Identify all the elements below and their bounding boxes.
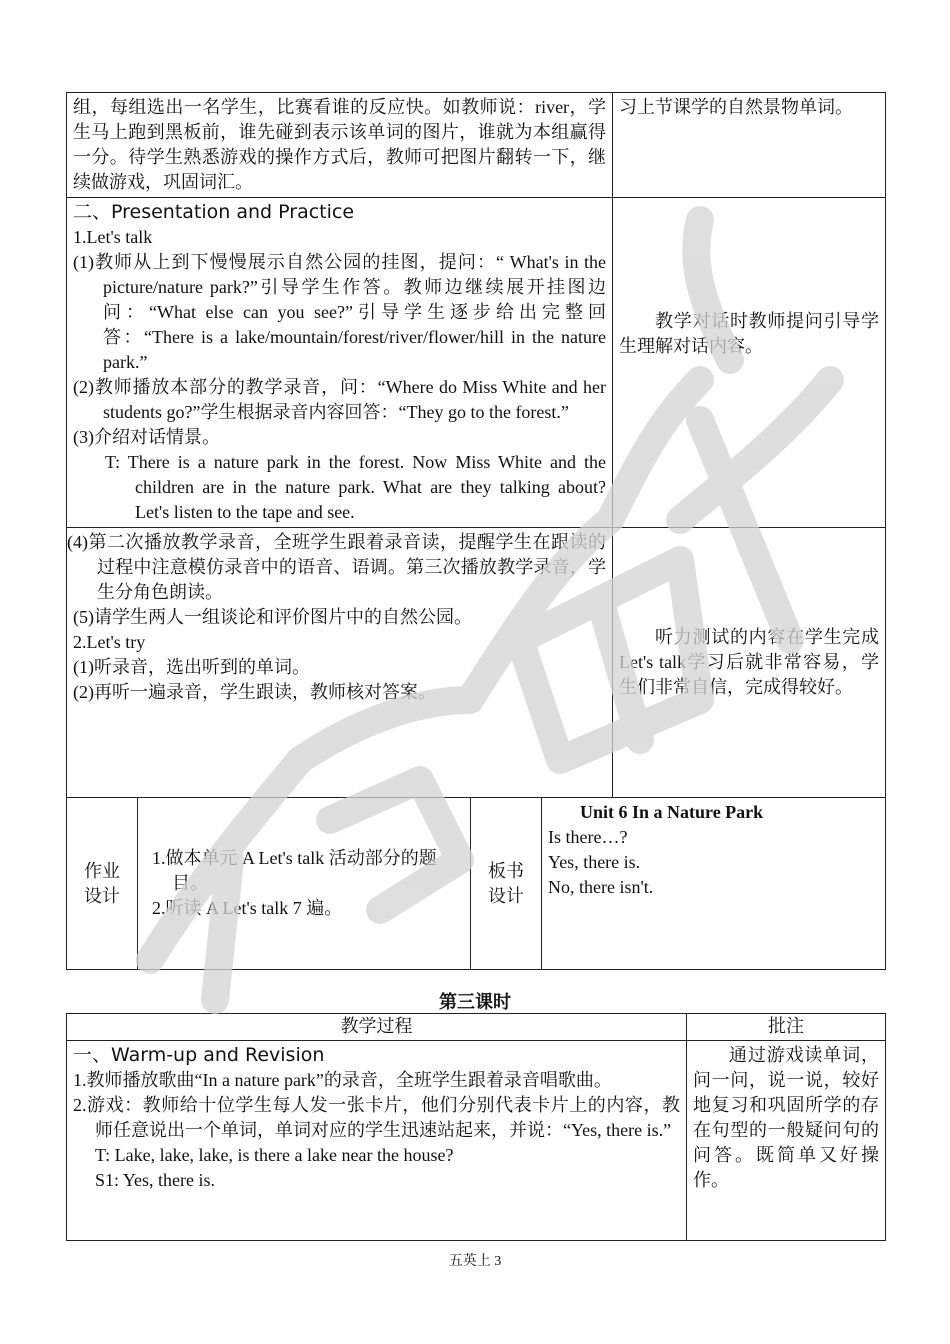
board-line: No, there isn't.	[548, 877, 654, 897]
process-line: 2.Let's try	[73, 632, 146, 652]
note-text: 习上节课学的自然景物单词。	[619, 97, 854, 117]
note-cell	[613, 528, 886, 798]
process-line: (3)介绍对话情景。	[73, 427, 220, 447]
homework-label: 设计	[84, 885, 120, 907]
process-text: 组，每组选出一名学生，比赛看谁的反应快。如教师说：river，学生马上跑到黑板前，谁先碰到表示该单词的图片，谁就为本组赢得一分。待学生熟悉游戏的操作方式后，教师可把图片翻转一下，继续做游戏，巩固词汇。	[73, 97, 607, 192]
process-line: T: There is a nature park in the forest. Now Miss White and the children are in the nature park. What are they talking about? Let's listen to the tape and see.	[105, 452, 607, 522]
process-line: 1.Let's talk	[73, 227, 153, 247]
process-line: 2.游戏：教师给十位学生每人发一张卡片，他们分别代表卡片上的内容，教师任意说出一个单词，单词对应的学生迅速站起来，并说：“Yes, there is.”	[73, 1095, 680, 1140]
column-header-note: 批注	[687, 1014, 886, 1041]
process-cell	[67, 93, 613, 198]
board-title: Unit 6 In a Nature Park	[580, 802, 764, 822]
board-line: Is there…?	[548, 827, 628, 847]
lesson-table-top	[66, 92, 886, 970]
process-line: (5)请学生两人一组谈论和评价图片中的自然公园。	[73, 607, 472, 627]
homework-content-cell	[138, 798, 471, 970]
table-row	[67, 93, 886, 198]
board-content-cell	[542, 798, 886, 970]
homework-line: 2.听读 A Let's talk 7 遍。	[152, 898, 343, 918]
note-cell	[613, 198, 886, 528]
note-text: 教学对话时教师提问引导学生理解对话内容。	[619, 310, 880, 356]
note-cell	[687, 1041, 886, 1241]
note-cell	[613, 93, 886, 198]
board-line: Yes, there is.	[548, 852, 641, 872]
note-text: 听力测试的内容在学生完成Let's talk学习后就非常容易，学生们非常自信，完成得较好。	[619, 627, 880, 697]
page-footer: 五英上 3	[448, 1254, 502, 1269]
table-row	[67, 1041, 886, 1241]
process-line: (2)再听一遍录音，学生跟读，教师核对答案。	[73, 682, 436, 702]
process-cell	[67, 528, 613, 798]
note-text: 通过游戏读单词，问一问，说一说，较好地复习和巩固所学的存在句型的一般疑问句的问答。既简单又好操作。	[693, 1045, 879, 1190]
board-label: 设计	[488, 885, 524, 907]
table-row	[67, 198, 886, 528]
table-row	[67, 528, 886, 798]
section-heading: 二、Presentation and Practice	[73, 201, 355, 223]
process-cell	[67, 1041, 687, 1241]
board-label-cell	[471, 798, 542, 970]
homework-label: 作业	[84, 860, 120, 882]
process-line: 1.教师播放歌曲“In a nature park”的录音，全班学生跟着录音唱歌曲。	[73, 1070, 612, 1090]
process-line: (2)教师播放本部分的教学录音，问：“Where do Miss White and her students go?”学生根据录音内容回答：“They go to the forest.”	[73, 377, 607, 422]
process-cell	[67, 198, 613, 528]
process-line: (4)第二次播放教学录音，全班学生跟着录音读，提醒学生在跟读的过程中注意模仿录音中的语音、语调。第三次播放教学录音，学生分角色朗读。	[67, 532, 607, 602]
lesson-table-bottom	[66, 1013, 886, 1241]
column-header-process: 教学过程	[67, 1014, 687, 1041]
process-line: (1)教师从上到下慢慢展示自然公园的挂图，提问：“ What's in the picture/nature park?”引导学生作答。教师边继续展开挂图边问：“What else can you see?”引导学生逐步给出完整回答：“There is a lake/mountain/forest/river/flower/hill in the nature park.”	[73, 252, 607, 372]
homework-label-cell	[67, 798, 138, 970]
section-heading: 一、Warm-up and Revision	[73, 1044, 325, 1066]
homework-line: 1.做本单元 A Let's talk 活动部分的题目。	[152, 848, 437, 893]
process-line: (1)听录音，选出听到的单词。	[73, 657, 310, 677]
table-header-row	[67, 1014, 886, 1041]
table-row	[67, 798, 886, 970]
process-line: S1: Yes, there is.	[95, 1170, 216, 1190]
process-line: T: Lake, lake, lake, is there a lake near the house?	[95, 1145, 454, 1165]
lesson-section-title: 第三课时	[439, 992, 511, 1013]
board-label: 板书	[488, 860, 524, 882]
